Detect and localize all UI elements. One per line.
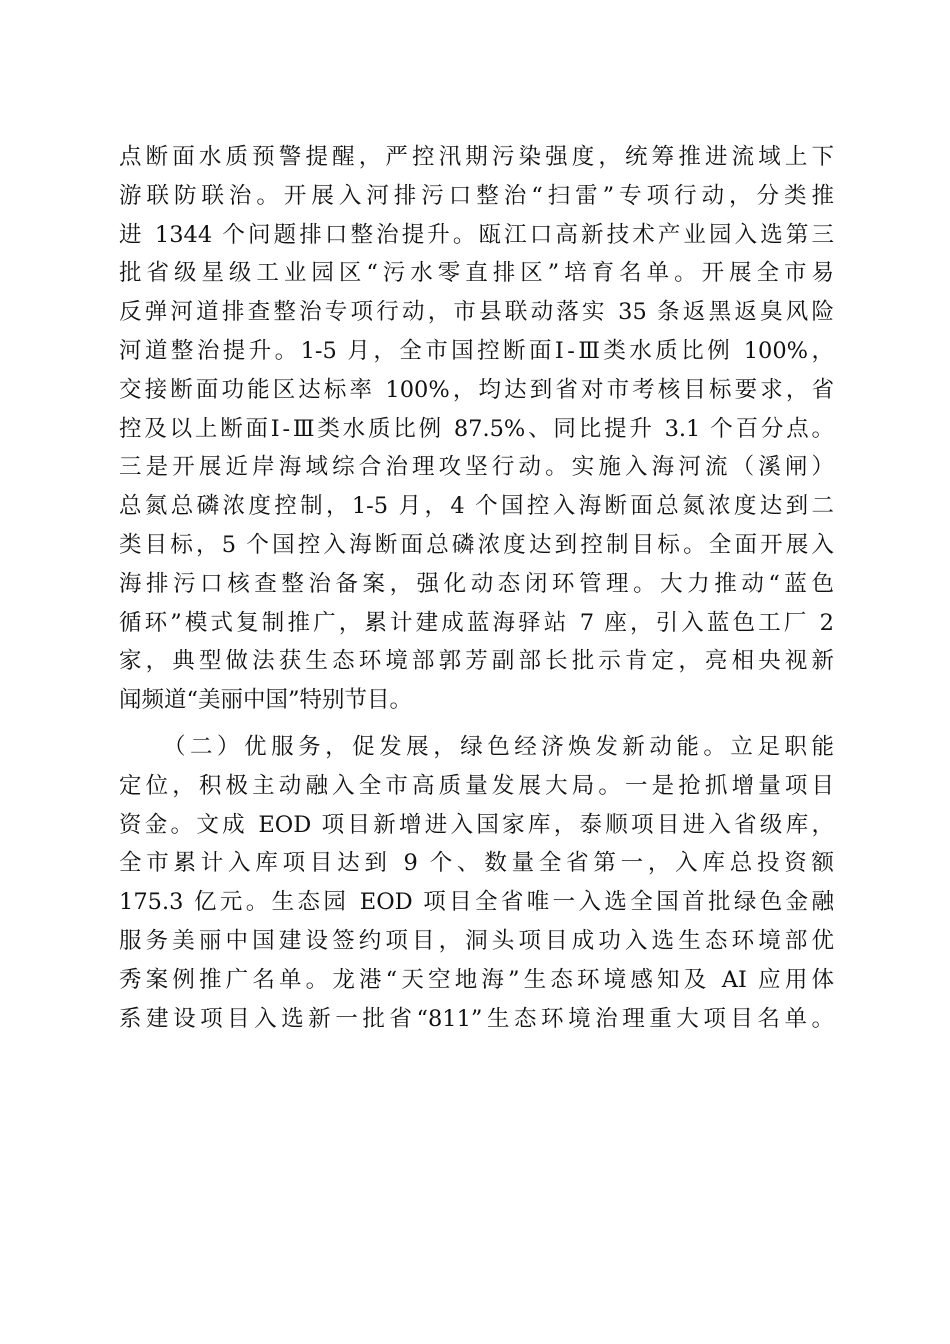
text-line: 点断面水质预警提醒，严控汛期污染强度，统筹推进流域上下 (119, 144, 834, 170)
text-line: 河道整治提升。1-5 月，全市国控断面Ⅰ-Ⅲ类水质比例 100%， (119, 337, 834, 364)
paragraph-gap (119, 720, 834, 728)
text-line: 类目标，5 个国控入海断面总磷浓度达到控制目标。全面开展入 (119, 531, 834, 558)
text-line: 服务美丽中国建设签约项目，洞头项目成功入选生态环境部优 (119, 927, 834, 954)
text-line: 批省级星级工业园区“污水零直排区”培育名单。开展全市易 (119, 260, 834, 287)
text-line: 反弹河道排查整治专项行动，市县联动落实 35 条返黑返臭风险 (119, 299, 834, 326)
text-line: 家，典型做法获生态环境部郭芳副部长批示肯定，亮相央视新 (119, 648, 834, 675)
paragraph-2 (119, 728, 834, 1038)
text-line: 交接断面功能区达标率 100%，均达到省对市考核目标要求，省 (119, 376, 834, 403)
text-line: 全市累计入库项目达到 9 个、数量全省第一，入库总投资额 (119, 850, 834, 877)
text-line: 进 1344 个问题排口整治提升。瓯江口高新技术产业园入选第三 (119, 221, 834, 248)
text-line: 资金。文成 EOD 项目新增进入国家库，泰顺项目进入省级库， (119, 811, 834, 838)
text-line: 循环”模式复制推广，累计建成蓝海驿站 7 座，引入蓝色工厂 2 (119, 609, 834, 636)
text-line: 总氮总磷浓度控制，1-5 月，4 个国控入海断面总氮浓度达到二 (119, 493, 834, 520)
text-line: 定位，积极主动融入全市高质量发展大局。一是抢抓增量项目 (119, 772, 834, 799)
section-heading-line: （二）优服务，促发展，绿色经济焕发新动能。立足职能 (163, 733, 834, 760)
text-line: 秀案例推广名单。龙港“天空地海”生态环境感知及 AI 应用体 (119, 966, 834, 993)
text-line: 控及以上断面Ⅰ-Ⅲ类水质比例 87.5%、同比提升 3.1 个百分点。 (119, 415, 834, 442)
text-line: 三是开展近岸海域综合治理攻坚行动。实施入海河流（溪闸） (119, 454, 834, 481)
text-line: 游联防联治。开展入河排污口整治“扫雷”专项行动，分类推 (119, 182, 834, 209)
paragraph-1 (119, 138, 834, 720)
text-line-last: 闻频道“美丽中国”特别节目。 (119, 687, 413, 714)
text-line: 175.3 亿元。生态园 EOD 项目全省唯一入选全国首批绿色金融 (119, 889, 834, 916)
text-line: 海排污口核查整治备案，强化动态闭环管理。大力推动“蓝色 (119, 570, 834, 597)
document-body (119, 138, 834, 1038)
text-line: 系建设项目入选新一批省“811”生态环境治理重大项目名单。 (119, 1005, 834, 1032)
